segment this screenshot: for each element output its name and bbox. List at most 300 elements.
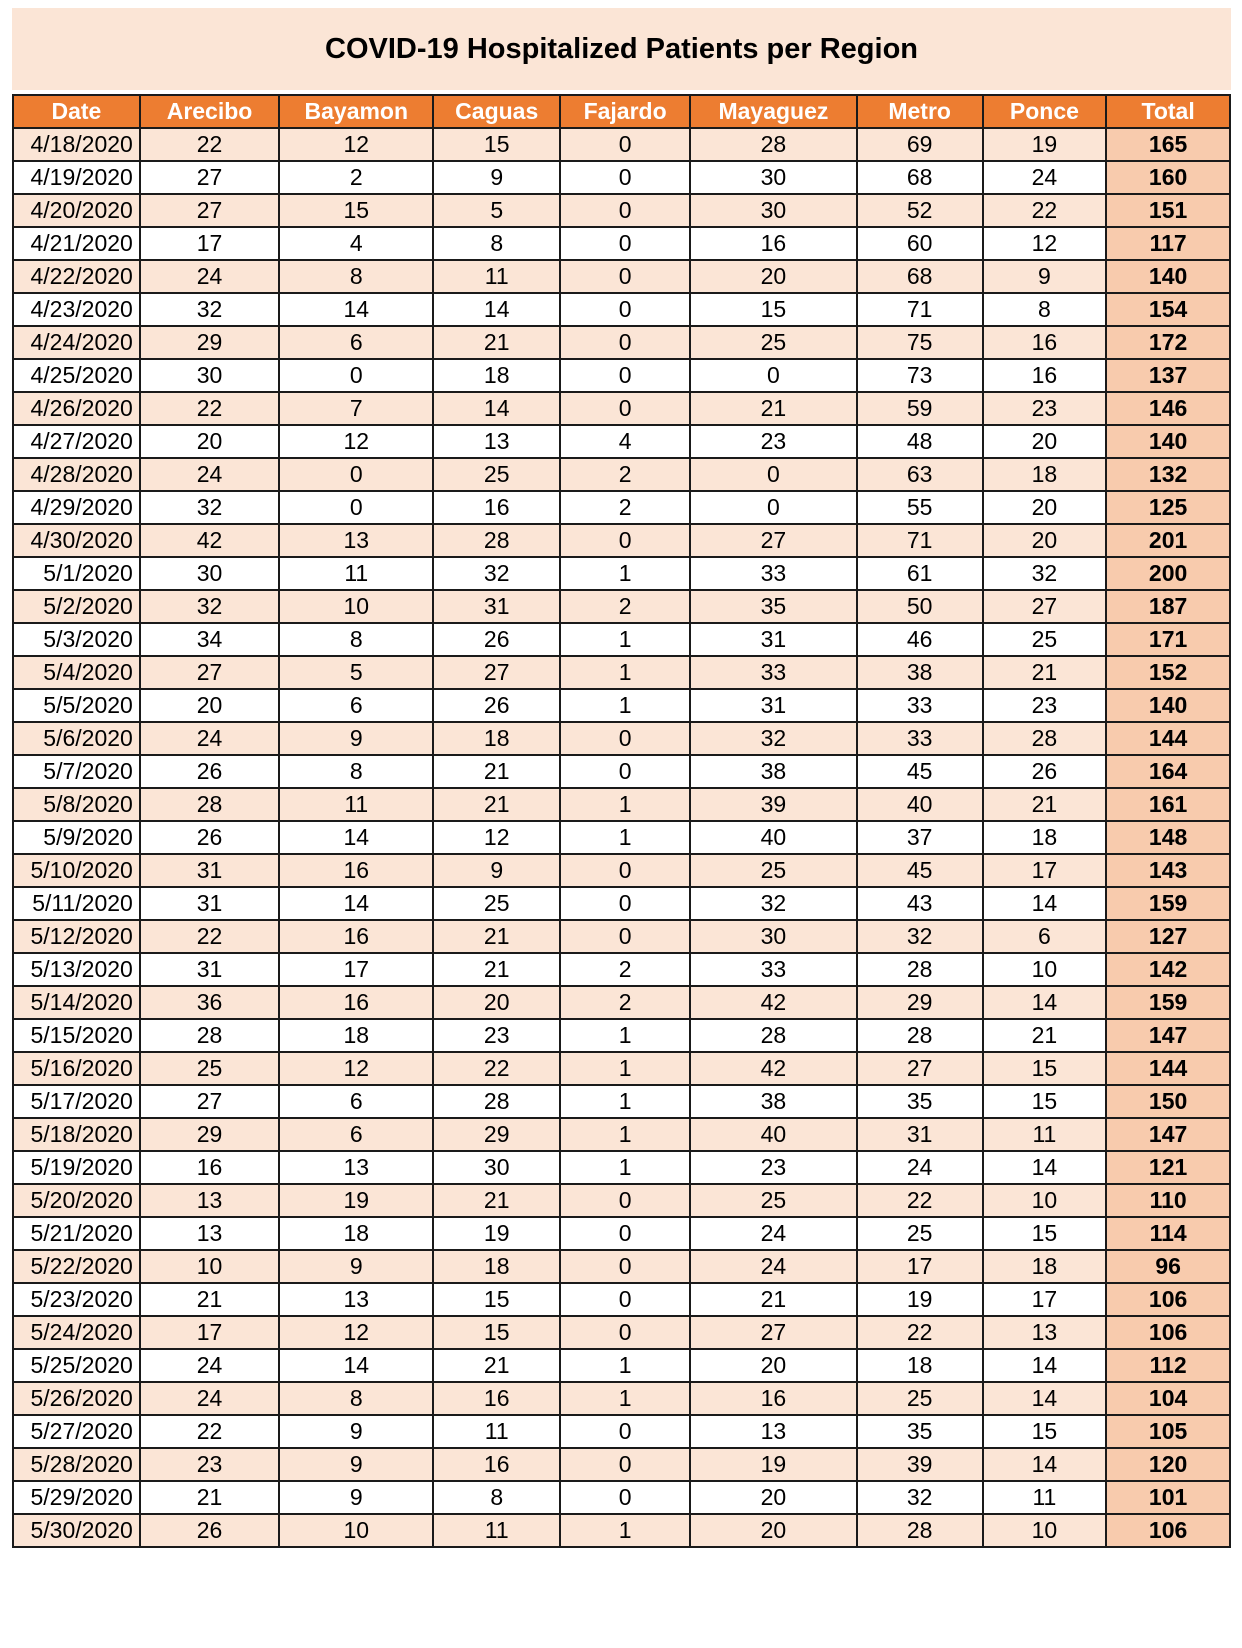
cell-ponce: 14 xyxy=(983,1382,1107,1415)
column-header-metro: Metro xyxy=(857,95,983,128)
cell-arecibo: 22 xyxy=(140,128,279,161)
cell-fajardo: 0 xyxy=(560,722,690,755)
cell-caguas: 9 xyxy=(433,161,560,194)
table-row xyxy=(13,458,1230,491)
table-row xyxy=(13,1514,1230,1547)
table-row xyxy=(13,1316,1230,1349)
table-row xyxy=(13,1250,1230,1283)
cell-ponce: 23 xyxy=(983,392,1107,425)
cell-fajardo: 0 xyxy=(560,524,690,557)
cell-arecibo: 27 xyxy=(140,194,279,227)
cell-bayamon: 6 xyxy=(279,689,433,722)
cell-total: 106 xyxy=(1106,1316,1230,1349)
cell-arecibo: 17 xyxy=(140,1316,279,1349)
table-row xyxy=(13,1382,1230,1415)
cell-caguas: 21 xyxy=(433,1349,560,1382)
cell-date: 5/18/2020 xyxy=(13,1118,140,1151)
cell-mayaguez: 19 xyxy=(690,1448,857,1481)
cell-ponce: 10 xyxy=(983,953,1107,986)
cell-fajardo: 2 xyxy=(560,590,690,623)
cell-date: 5/26/2020 xyxy=(13,1382,140,1415)
column-header-arecibo: Arecibo xyxy=(140,95,279,128)
cell-ponce: 10 xyxy=(983,1514,1107,1547)
cell-arecibo: 17 xyxy=(140,227,279,260)
table-row xyxy=(13,821,1230,854)
cell-date: 4/18/2020 xyxy=(13,128,140,161)
cell-metro: 55 xyxy=(857,491,983,524)
cell-mayaguez: 40 xyxy=(690,1118,857,1151)
title-band xyxy=(12,8,1231,90)
cell-caguas: 32 xyxy=(433,557,560,590)
cell-mayaguez: 13 xyxy=(690,1415,857,1448)
cell-ponce: 12 xyxy=(983,227,1107,260)
cell-arecibo: 13 xyxy=(140,1217,279,1250)
cell-mayaguez: 20 xyxy=(690,1349,857,1382)
cell-metro: 28 xyxy=(857,1019,983,1052)
cell-metro: 39 xyxy=(857,1448,983,1481)
cell-ponce: 26 xyxy=(983,755,1107,788)
cell-mayaguez: 38 xyxy=(690,755,857,788)
cell-date: 5/19/2020 xyxy=(13,1151,140,1184)
cell-ponce: 11 xyxy=(983,1118,1107,1151)
cell-caguas: 15 xyxy=(433,1316,560,1349)
cell-arecibo: 24 xyxy=(140,458,279,491)
table-row xyxy=(13,854,1230,887)
table-row xyxy=(13,590,1230,623)
cell-bayamon: 14 xyxy=(279,887,433,920)
cell-bayamon: 0 xyxy=(279,359,433,392)
cell-bayamon: 8 xyxy=(279,755,433,788)
cell-metro: 73 xyxy=(857,359,983,392)
cell-date: 5/20/2020 xyxy=(13,1184,140,1217)
cell-date: 5/10/2020 xyxy=(13,854,140,887)
cell-ponce: 24 xyxy=(983,161,1107,194)
cell-caguas: 11 xyxy=(433,260,560,293)
cell-date: 5/2/2020 xyxy=(13,590,140,623)
cell-arecibo: 24 xyxy=(140,1382,279,1415)
table-row xyxy=(13,1448,1230,1481)
cell-fajardo: 1 xyxy=(560,689,690,722)
cell-arecibo: 21 xyxy=(140,1481,279,1514)
cell-arecibo: 26 xyxy=(140,821,279,854)
cell-total: 159 xyxy=(1106,887,1230,920)
cell-total: 160 xyxy=(1106,161,1230,194)
cell-arecibo: 25 xyxy=(140,1052,279,1085)
cell-fajardo: 4 xyxy=(560,425,690,458)
cell-fajardo: 0 xyxy=(560,1217,690,1250)
cell-total: 120 xyxy=(1106,1448,1230,1481)
cell-caguas: 18 xyxy=(433,359,560,392)
column-header-mayaguez: Mayaguez xyxy=(690,95,857,128)
cell-caguas: 20 xyxy=(433,986,560,1019)
cell-date: 5/29/2020 xyxy=(13,1481,140,1514)
cell-caguas: 15 xyxy=(433,128,560,161)
cell-ponce: 19 xyxy=(983,128,1107,161)
cell-bayamon: 4 xyxy=(279,227,433,260)
cell-ponce: 18 xyxy=(983,458,1107,491)
cell-caguas: 25 xyxy=(433,887,560,920)
cell-fajardo: 0 xyxy=(560,392,690,425)
cell-fajardo: 0 xyxy=(560,293,690,326)
table-row xyxy=(13,1052,1230,1085)
cell-bayamon: 10 xyxy=(279,1514,433,1547)
table-row xyxy=(13,227,1230,260)
cell-total: 112 xyxy=(1106,1349,1230,1382)
cell-fajardo: 1 xyxy=(560,656,690,689)
cell-fajardo: 0 xyxy=(560,1184,690,1217)
table-body xyxy=(13,128,1230,1547)
cell-metro: 46 xyxy=(857,623,983,656)
cell-date: 4/26/2020 xyxy=(13,392,140,425)
cell-bayamon: 14 xyxy=(279,821,433,854)
table-row xyxy=(13,491,1230,524)
cell-total: 161 xyxy=(1106,788,1230,821)
cell-mayaguez: 28 xyxy=(690,128,857,161)
cell-arecibo: 13 xyxy=(140,1184,279,1217)
cell-metro: 22 xyxy=(857,1316,983,1349)
cell-metro: 18 xyxy=(857,1349,983,1382)
cell-date: 5/14/2020 xyxy=(13,986,140,1019)
cell-fajardo: 1 xyxy=(560,623,690,656)
table-row xyxy=(13,524,1230,557)
cell-mayaguez: 28 xyxy=(690,1019,857,1052)
cell-caguas: 21 xyxy=(433,326,560,359)
cell-ponce: 14 xyxy=(983,1349,1107,1382)
cell-mayaguez: 24 xyxy=(690,1250,857,1283)
cell-total: 150 xyxy=(1106,1085,1230,1118)
cell-ponce: 21 xyxy=(983,656,1107,689)
table-row xyxy=(13,557,1230,590)
cell-metro: 28 xyxy=(857,953,983,986)
cell-bayamon: 13 xyxy=(279,524,433,557)
cell-metro: 27 xyxy=(857,1052,983,1085)
cell-caguas: 23 xyxy=(433,1019,560,1052)
cell-bayamon: 14 xyxy=(279,293,433,326)
cell-mayaguez: 0 xyxy=(690,491,857,524)
cell-total: 147 xyxy=(1106,1019,1230,1052)
cell-date: 5/13/2020 xyxy=(13,953,140,986)
cell-metro: 50 xyxy=(857,590,983,623)
cell-bayamon: 0 xyxy=(279,458,433,491)
cell-bayamon: 16 xyxy=(279,986,433,1019)
cell-date: 5/27/2020 xyxy=(13,1415,140,1448)
table-row xyxy=(13,920,1230,953)
column-header-bayamon: Bayamon xyxy=(279,95,433,128)
cell-fajardo: 0 xyxy=(560,1481,690,1514)
cell-ponce: 20 xyxy=(983,491,1107,524)
cell-fajardo: 1 xyxy=(560,1118,690,1151)
cell-mayaguez: 42 xyxy=(690,986,857,1019)
cell-total: 154 xyxy=(1106,293,1230,326)
cell-ponce: 28 xyxy=(983,722,1107,755)
cell-mayaguez: 40 xyxy=(690,821,857,854)
cell-caguas: 26 xyxy=(433,623,560,656)
cell-mayaguez: 38 xyxy=(690,1085,857,1118)
cell-total: 146 xyxy=(1106,392,1230,425)
cell-caguas: 21 xyxy=(433,953,560,986)
cell-caguas: 21 xyxy=(433,920,560,953)
cell-fajardo: 0 xyxy=(560,755,690,788)
cell-total: 121 xyxy=(1106,1151,1230,1184)
cell-caguas: 28 xyxy=(433,524,560,557)
cell-arecibo: 30 xyxy=(140,557,279,590)
cell-arecibo: 23 xyxy=(140,1448,279,1481)
cell-total: 164 xyxy=(1106,755,1230,788)
cell-date: 4/21/2020 xyxy=(13,227,140,260)
cell-arecibo: 22 xyxy=(140,1415,279,1448)
cell-caguas: 5 xyxy=(433,194,560,227)
cell-mayaguez: 21 xyxy=(690,392,857,425)
cell-date: 5/28/2020 xyxy=(13,1448,140,1481)
cell-arecibo: 34 xyxy=(140,623,279,656)
cell-metro: 35 xyxy=(857,1085,983,1118)
cell-arecibo: 16 xyxy=(140,1151,279,1184)
cell-mayaguez: 42 xyxy=(690,1052,857,1085)
cell-total: 201 xyxy=(1106,524,1230,557)
cell-metro: 71 xyxy=(857,293,983,326)
cell-arecibo: 27 xyxy=(140,161,279,194)
cell-bayamon: 13 xyxy=(279,1151,433,1184)
cell-ponce: 8 xyxy=(983,293,1107,326)
cell-metro: 48 xyxy=(857,425,983,458)
cell-ponce: 14 xyxy=(983,887,1107,920)
table-row xyxy=(13,260,1230,293)
cell-date: 5/9/2020 xyxy=(13,821,140,854)
cell-ponce: 15 xyxy=(983,1085,1107,1118)
table-row xyxy=(13,1415,1230,1448)
table-row xyxy=(13,1481,1230,1514)
cell-fajardo: 2 xyxy=(560,986,690,1019)
cell-ponce: 22 xyxy=(983,194,1107,227)
table-row xyxy=(13,1184,1230,1217)
cell-metro: 61 xyxy=(857,557,983,590)
cell-arecibo: 20 xyxy=(140,425,279,458)
cell-fajardo: 0 xyxy=(560,128,690,161)
cell-caguas: 28 xyxy=(433,1085,560,1118)
table-row xyxy=(13,1349,1230,1382)
cell-mayaguez: 32 xyxy=(690,887,857,920)
cell-caguas: 8 xyxy=(433,1481,560,1514)
cell-fajardo: 0 xyxy=(560,194,690,227)
cell-bayamon: 14 xyxy=(279,1349,433,1382)
cell-total: 171 xyxy=(1106,623,1230,656)
cell-arecibo: 21 xyxy=(140,1283,279,1316)
cell-metro: 25 xyxy=(857,1217,983,1250)
cell-date: 5/5/2020 xyxy=(13,689,140,722)
cell-arecibo: 32 xyxy=(140,590,279,623)
cell-mayaguez: 20 xyxy=(690,1514,857,1547)
cell-mayaguez: 25 xyxy=(690,326,857,359)
cell-arecibo: 24 xyxy=(140,722,279,755)
cell-total: 151 xyxy=(1106,194,1230,227)
cell-arecibo: 31 xyxy=(140,887,279,920)
cell-fajardo: 1 xyxy=(560,1382,690,1415)
cell-total: 114 xyxy=(1106,1217,1230,1250)
table-row xyxy=(13,1217,1230,1250)
cell-metro: 19 xyxy=(857,1283,983,1316)
cell-caguas: 14 xyxy=(433,392,560,425)
cell-total: 96 xyxy=(1106,1250,1230,1283)
cell-metro: 63 xyxy=(857,458,983,491)
cell-ponce: 15 xyxy=(983,1415,1107,1448)
cell-metro: 31 xyxy=(857,1118,983,1151)
cell-arecibo: 27 xyxy=(140,1085,279,1118)
cell-metro: 71 xyxy=(857,524,983,557)
cell-mayaguez: 39 xyxy=(690,788,857,821)
cell-total: 132 xyxy=(1106,458,1230,491)
cell-bayamon: 11 xyxy=(279,557,433,590)
cell-total: 117 xyxy=(1106,227,1230,260)
header-row xyxy=(13,95,1230,128)
cell-total: 105 xyxy=(1106,1415,1230,1448)
cell-mayaguez: 33 xyxy=(690,953,857,986)
cell-ponce: 16 xyxy=(983,359,1107,392)
cell-fajardo: 0 xyxy=(560,1283,690,1316)
table-title: COVID-19 Hospitalized Patients per Region xyxy=(325,32,918,65)
cell-date: 5/25/2020 xyxy=(13,1349,140,1382)
cell-total: 144 xyxy=(1106,722,1230,755)
column-header-ponce: Ponce xyxy=(983,95,1107,128)
cell-mayaguez: 32 xyxy=(690,722,857,755)
cell-caguas: 25 xyxy=(433,458,560,491)
cell-metro: 37 xyxy=(857,821,983,854)
cell-fajardo: 1 xyxy=(560,557,690,590)
cell-total: 143 xyxy=(1106,854,1230,887)
cell-metro: 28 xyxy=(857,1514,983,1547)
cell-bayamon: 17 xyxy=(279,953,433,986)
cell-caguas: 14 xyxy=(433,293,560,326)
cell-date: 5/22/2020 xyxy=(13,1250,140,1283)
cell-metro: 68 xyxy=(857,161,983,194)
cell-date: 5/17/2020 xyxy=(13,1085,140,1118)
cell-total: 172 xyxy=(1106,326,1230,359)
cell-metro: 33 xyxy=(857,722,983,755)
table-row xyxy=(13,1283,1230,1316)
cell-bayamon: 6 xyxy=(279,326,433,359)
cell-bayamon: 7 xyxy=(279,392,433,425)
cell-fajardo: 1 xyxy=(560,821,690,854)
cell-mayaguez: 24 xyxy=(690,1217,857,1250)
table-row xyxy=(13,326,1230,359)
cell-date: 4/19/2020 xyxy=(13,161,140,194)
cell-arecibo: 26 xyxy=(140,1514,279,1547)
cell-date: 5/12/2020 xyxy=(13,920,140,953)
cell-total: 106 xyxy=(1106,1514,1230,1547)
table-row xyxy=(13,1085,1230,1118)
cell-caguas: 16 xyxy=(433,1382,560,1415)
cell-fajardo: 1 xyxy=(560,1052,690,1085)
cell-caguas: 9 xyxy=(433,854,560,887)
cell-metro: 38 xyxy=(857,656,983,689)
cell-fajardo: 1 xyxy=(560,1151,690,1184)
cell-bayamon: 16 xyxy=(279,920,433,953)
cell-arecibo: 27 xyxy=(140,656,279,689)
table-row xyxy=(13,755,1230,788)
cell-arecibo: 42 xyxy=(140,524,279,557)
cell-date: 4/22/2020 xyxy=(13,260,140,293)
cell-date: 5/21/2020 xyxy=(13,1217,140,1250)
table-row xyxy=(13,986,1230,1019)
cell-ponce: 14 xyxy=(983,1151,1107,1184)
cell-arecibo: 29 xyxy=(140,1118,279,1151)
column-header-total: Total xyxy=(1106,95,1230,128)
cell-bayamon: 6 xyxy=(279,1118,433,1151)
cell-ponce: 9 xyxy=(983,260,1107,293)
table-row xyxy=(13,656,1230,689)
cell-metro: 17 xyxy=(857,1250,983,1283)
table-row xyxy=(13,689,1230,722)
cell-arecibo: 24 xyxy=(140,1349,279,1382)
cell-caguas: 18 xyxy=(433,1250,560,1283)
cell-arecibo: 30 xyxy=(140,359,279,392)
cell-arecibo: 26 xyxy=(140,755,279,788)
cell-bayamon: 18 xyxy=(279,1217,433,1250)
cell-mayaguez: 27 xyxy=(690,524,857,557)
cell-metro: 69 xyxy=(857,128,983,161)
cell-date: 4/30/2020 xyxy=(13,524,140,557)
cell-total: 101 xyxy=(1106,1481,1230,1514)
cell-total: 127 xyxy=(1106,920,1230,953)
cell-caguas: 27 xyxy=(433,656,560,689)
cell-fajardo: 1 xyxy=(560,1019,690,1052)
cell-caguas: 26 xyxy=(433,689,560,722)
cell-caguas: 31 xyxy=(433,590,560,623)
cell-caguas: 21 xyxy=(433,1184,560,1217)
cell-total: 187 xyxy=(1106,590,1230,623)
cell-mayaguez: 15 xyxy=(690,293,857,326)
cell-arecibo: 28 xyxy=(140,1019,279,1052)
cell-arecibo: 36 xyxy=(140,986,279,1019)
cell-bayamon: 8 xyxy=(279,260,433,293)
cell-metro: 24 xyxy=(857,1151,983,1184)
cell-metro: 32 xyxy=(857,920,983,953)
cell-caguas: 22 xyxy=(433,1052,560,1085)
cell-fajardo: 1 xyxy=(560,788,690,821)
cell-caguas: 29 xyxy=(433,1118,560,1151)
cell-mayaguez: 30 xyxy=(690,920,857,953)
table-row xyxy=(13,1151,1230,1184)
cell-mayaguez: 25 xyxy=(690,1184,857,1217)
cell-ponce: 14 xyxy=(983,986,1107,1019)
table-row xyxy=(13,293,1230,326)
cell-date: 5/1/2020 xyxy=(13,557,140,590)
cell-ponce: 13 xyxy=(983,1316,1107,1349)
cell-mayaguez: 16 xyxy=(690,227,857,260)
table-row xyxy=(13,392,1230,425)
cell-caguas: 16 xyxy=(433,1448,560,1481)
cell-mayaguez: 0 xyxy=(690,359,857,392)
cell-metro: 45 xyxy=(857,854,983,887)
cell-mayaguez: 20 xyxy=(690,260,857,293)
hospitalization-table xyxy=(12,94,1231,1548)
table-row xyxy=(13,194,1230,227)
cell-date: 5/16/2020 xyxy=(13,1052,140,1085)
cell-bayamon: 9 xyxy=(279,722,433,755)
cell-caguas: 21 xyxy=(433,788,560,821)
cell-fajardo: 0 xyxy=(560,260,690,293)
cell-mayaguez: 20 xyxy=(690,1481,857,1514)
cell-caguas: 12 xyxy=(433,821,560,854)
cell-bayamon: 12 xyxy=(279,1052,433,1085)
cell-bayamon: 12 xyxy=(279,128,433,161)
cell-ponce: 11 xyxy=(983,1481,1107,1514)
column-header-date: Date xyxy=(13,95,140,128)
cell-arecibo: 10 xyxy=(140,1250,279,1283)
cell-date: 5/11/2020 xyxy=(13,887,140,920)
cell-ponce: 23 xyxy=(983,689,1107,722)
cell-mayaguez: 23 xyxy=(690,425,857,458)
cell-ponce: 25 xyxy=(983,623,1107,656)
